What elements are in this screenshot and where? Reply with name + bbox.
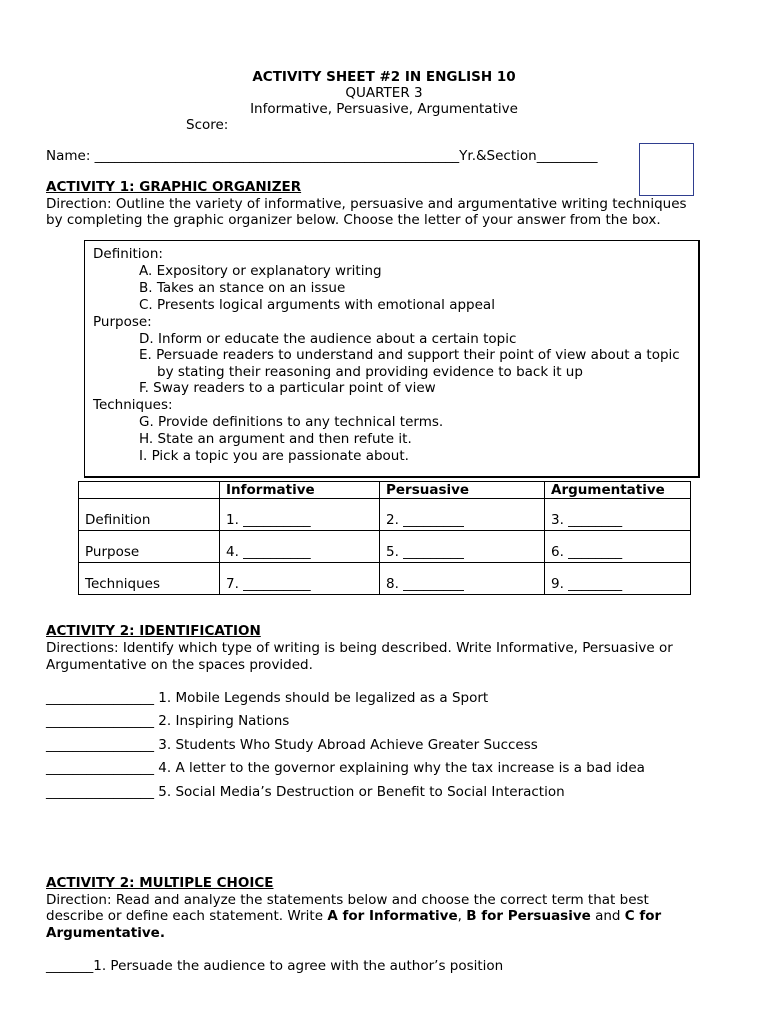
- graphic-organizer-table: [78, 481, 691, 595]
- choice-e-continued: by stating their reasoning and providing evidence to back it up: [157, 364, 583, 380]
- identification-item-4[interactable]: ________________ 4. A letter to the governor explaining why the tax increase is a bad idea: [46, 760, 645, 776]
- table-header-persuasive: Persuasive: [380, 482, 545, 499]
- activity2-direction-line1: Directions: Identify which type of writing is being described. Write Informative, Persuasive or: [46, 640, 673, 656]
- answer-blank-7[interactable]: 7. __________: [220, 563, 380, 595]
- answer-blank-8[interactable]: 8. _________: [380, 563, 545, 595]
- activity2-heading: ACTIVITY 2: IDENTIFICATION: [46, 623, 261, 639]
- answer-blank-6[interactable]: 6. ________: [545, 531, 691, 563]
- answer-blank-1[interactable]: 1. __________: [220, 499, 380, 531]
- purpose-label: Purpose:: [93, 314, 152, 330]
- answer-blank-9[interactable]: 9. ________: [545, 563, 691, 595]
- activity2-direction-line2: Argumentative on the spaces provided.: [46, 657, 313, 673]
- answer-blank-4[interactable]: 4. __________: [220, 531, 380, 563]
- row-label-purpose: Purpose: [79, 531, 220, 563]
- identification-item-5[interactable]: ________________ 5. Social Media’s Destruction or Benefit to Social Interaction: [46, 784, 565, 800]
- table-header-row: [79, 482, 691, 499]
- score-label: Score:: [186, 117, 229, 133]
- techniques-label: Techniques:: [93, 397, 173, 413]
- answer-blank-2[interactable]: 2. _________: [380, 499, 545, 531]
- table-row: [79, 531, 691, 563]
- name-field[interactable]: [46, 148, 597, 165]
- worksheet-subtitle: Informative, Persuasive, Argumentative: [250, 101, 518, 117]
- choice-e: E. Persuade readers to understand and support their point of view about a topic: [139, 347, 680, 363]
- multiple-choice-item-1[interactable]: _______1. Persuade the audience to agree with the author’s position: [46, 958, 504, 974]
- option-b-text: B for Persuasive: [466, 908, 591, 924]
- activity1-heading: ACTIVITY 1: GRAPHIC ORGANIZER: [46, 179, 302, 195]
- option-c-text: C for: [624, 908, 662, 924]
- choice-f: F. Sway readers to a particular point of view: [139, 380, 436, 396]
- activity3-direction-line1: Direction: Read and analyze the statements below and choose the correct term that best: [46, 892, 649, 908]
- identification-item-3[interactable]: ________________ 3. Students Who Study Abroad Achieve Greater Success: [46, 737, 538, 753]
- activity1-direction-line2: by completing the graphic organizer below. Choose the letter of your answer from the box.: [46, 212, 661, 228]
- activity3-heading: ACTIVITY 2: MULTIPLE CHOICE: [46, 875, 274, 891]
- table-header-blank: [79, 482, 220, 499]
- row-label-definition: Definition: [79, 499, 220, 531]
- table-row: [79, 563, 691, 595]
- option-a-text: A for Informative: [327, 908, 458, 924]
- choice-b: B. Takes an stance on an issue: [139, 280, 346, 296]
- quarter-label: QUARTER 3: [345, 85, 423, 101]
- identification-item-2[interactable]: ________________ 2. Inspiring Nations: [46, 713, 290, 729]
- option-c-continued: Argumentative.: [46, 925, 165, 941]
- direction-text: describe or define each statement. Write: [46, 908, 328, 924]
- activity1-direction-line1: Direction: Outline the variety of informative, persuasive and argumentative writing techniques: [46, 196, 687, 212]
- definition-label: Definition:: [93, 246, 163, 262]
- table-header-argumentative: Argumentative: [545, 482, 691, 499]
- activity3-direction-line2: [46, 908, 661, 925]
- comma-text: ,: [457, 908, 467, 924]
- score-box[interactable]: [639, 143, 694, 196]
- choice-h: H. State an argument and then refute it.: [139, 431, 412, 447]
- row-label-techniques: Techniques: [79, 563, 220, 595]
- and-text: and: [590, 908, 625, 924]
- identification-item-1[interactable]: ________________ 1. Mobile Legends should be legalized as a Sport: [46, 690, 489, 706]
- table-row: [79, 499, 691, 531]
- section-label: Yr.&Section_________: [459, 148, 598, 164]
- choice-a: A. Expository or explanatory writing: [139, 263, 382, 279]
- table-header-informative: Informative: [220, 482, 380, 499]
- worksheet-title: ACTIVITY SHEET #2 IN ENGLISH 10: [252, 69, 516, 85]
- choice-g: G. Provide definitions to any technical terms.: [139, 414, 444, 430]
- answer-blank-3[interactable]: 3. ________: [545, 499, 691, 531]
- choice-i: I. Pick a topic you are passionate about.: [139, 448, 409, 464]
- choice-d: D. Inform or educate the audience about a certain topic: [139, 331, 517, 347]
- choice-c: C. Presents logical arguments with emotional appeal: [139, 297, 495, 313]
- name-label: Name: ______________________________________________________: [46, 148, 460, 164]
- answer-blank-5[interactable]: 5. _________: [380, 531, 545, 563]
